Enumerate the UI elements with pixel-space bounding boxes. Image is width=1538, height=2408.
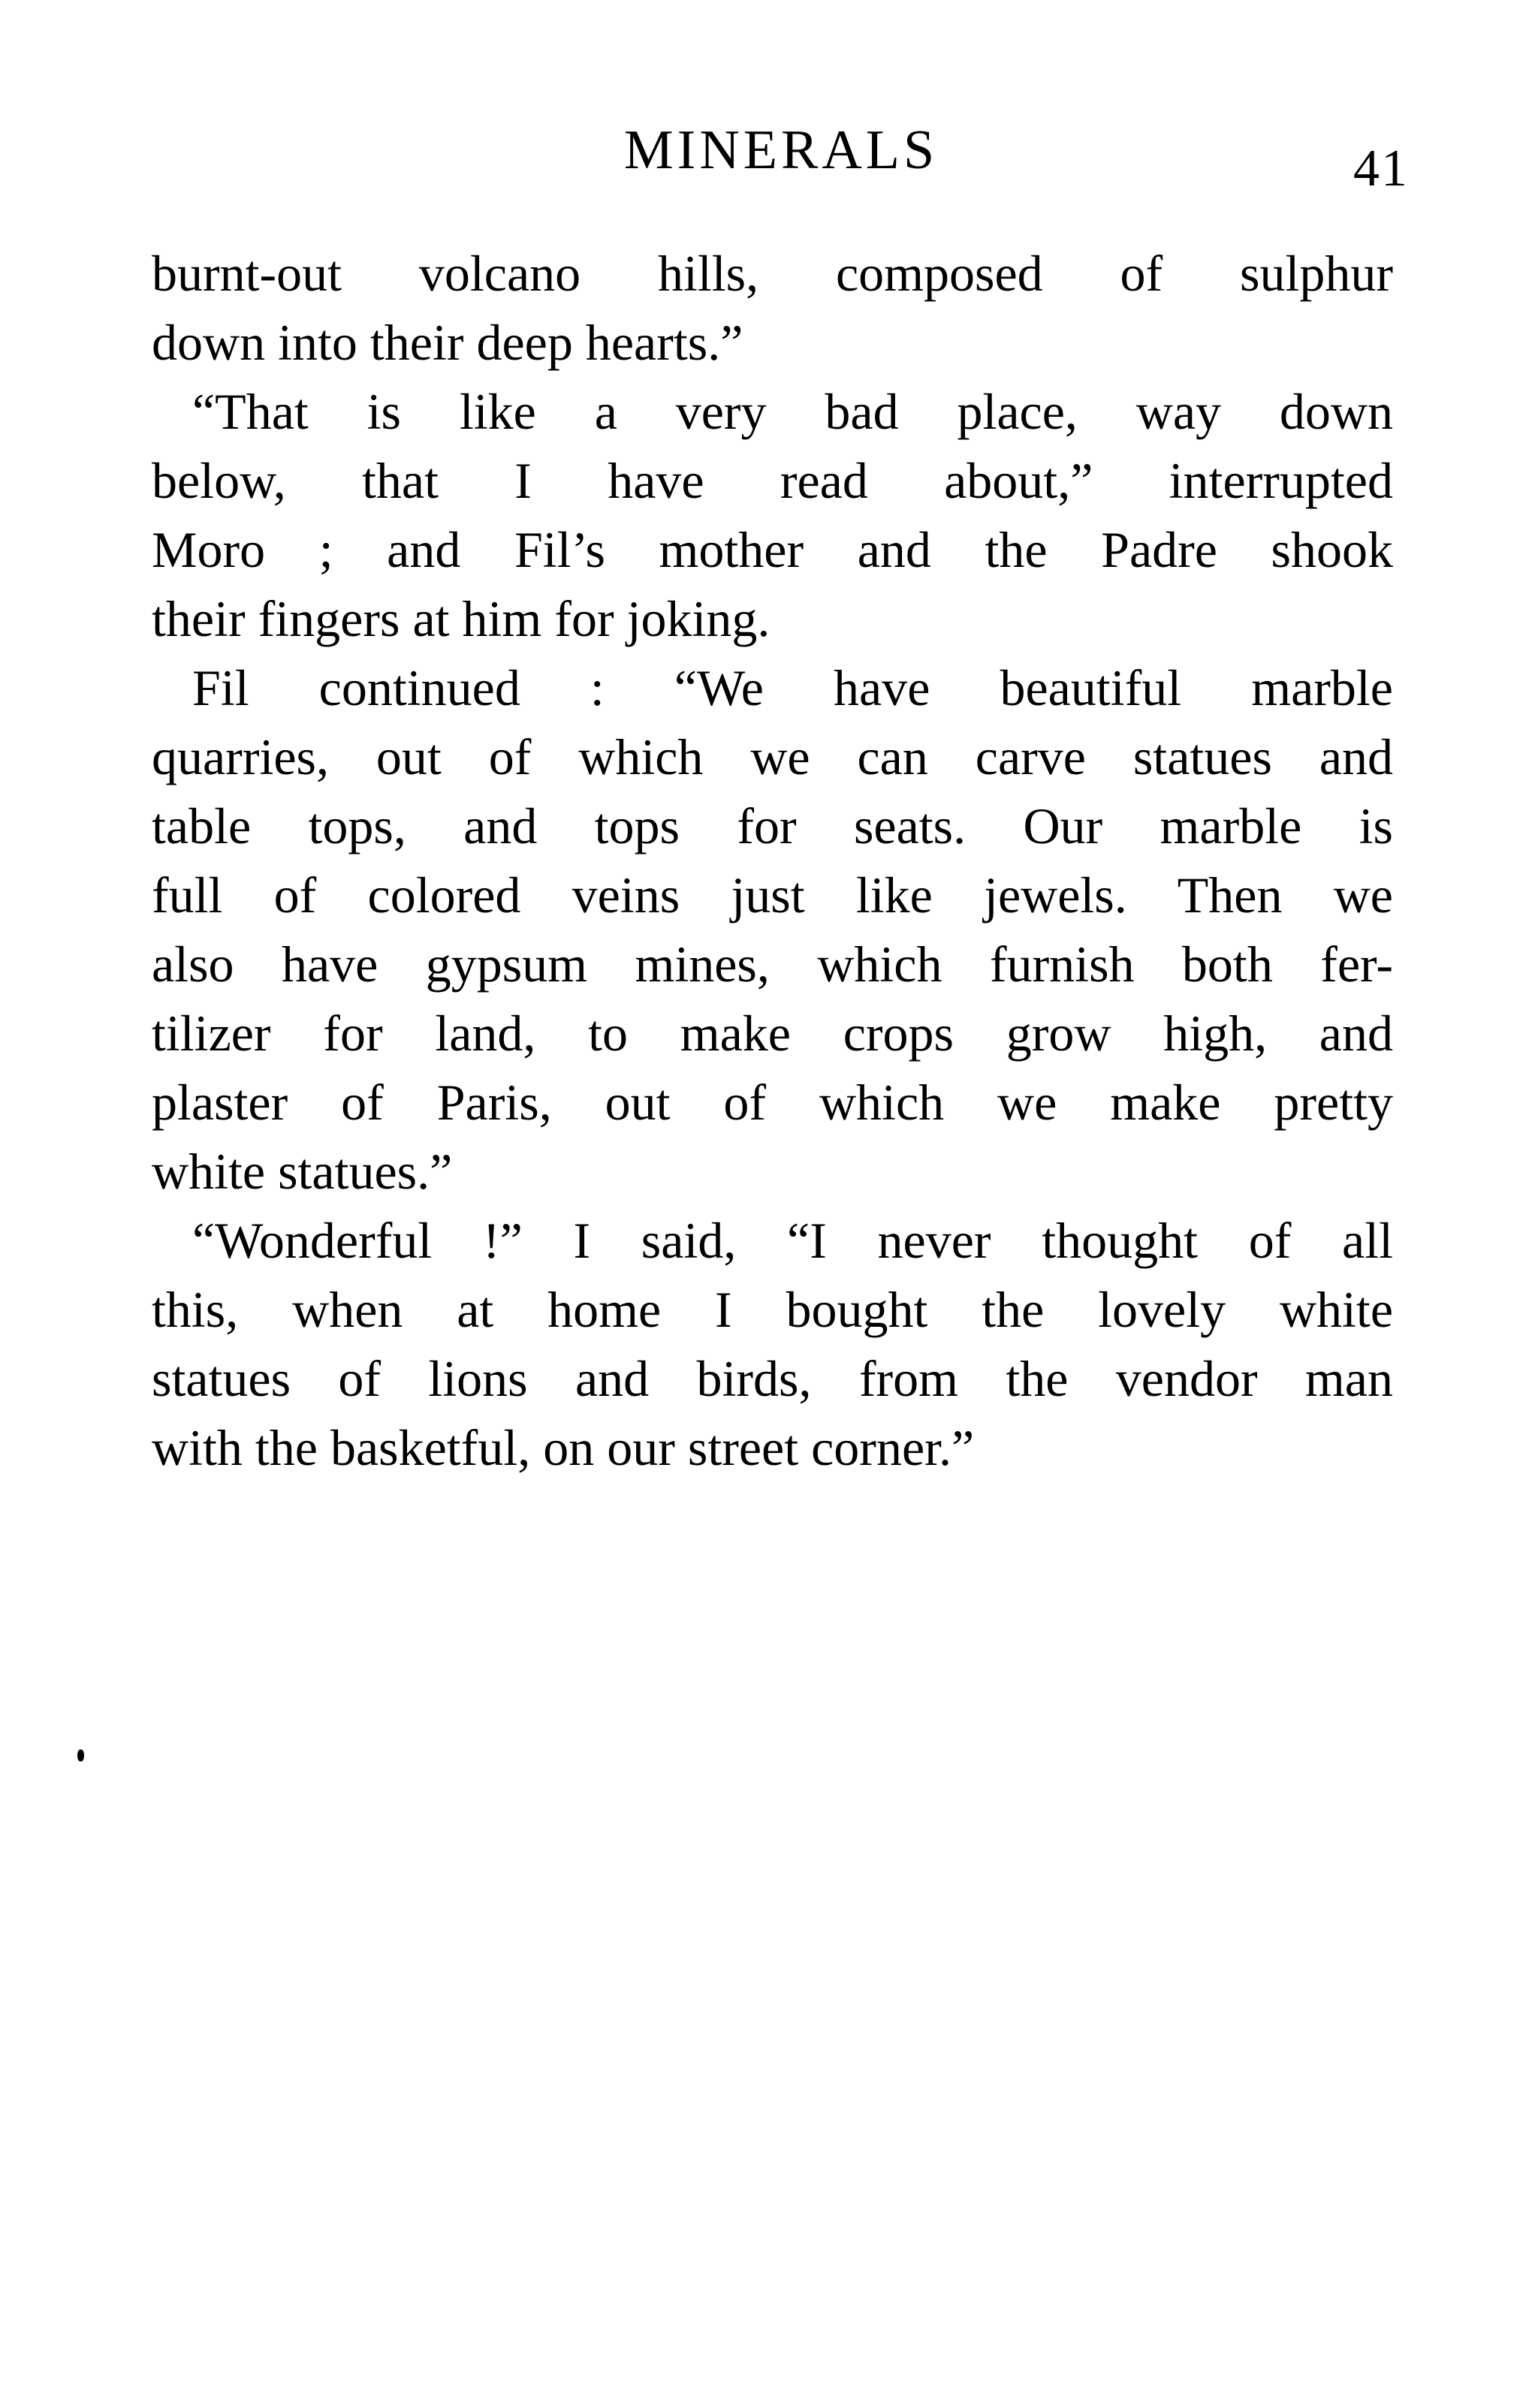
text-line: “That is like a very bad place, way down xyxy=(192,383,1393,440)
text-line: plaster of Paris, out of which we make pretty xyxy=(152,1074,1393,1131)
text-line: Moro ; and Fil’s mother and the Padre shook xyxy=(152,521,1393,578)
text-line: quarries, out of which we can carve statues and xyxy=(152,728,1393,785)
text-line: white statues.” xyxy=(152,1143,453,1200)
page-number: 41 xyxy=(1353,140,1409,197)
text-line: with the basketful, on our street corner.” xyxy=(152,1419,975,1476)
text-line: “Wonderful !” I said, “I never thought of all xyxy=(192,1212,1393,1269)
text-line: statues of lions and birds, from the vendor man xyxy=(152,1350,1393,1407)
ink-speck xyxy=(77,1749,84,1762)
page-body xyxy=(152,239,1393,1482)
chapter-title: MINERALS xyxy=(623,119,939,181)
text-line: their fingers at him for joking. xyxy=(152,590,771,647)
text-line: down into their deep hearts.” xyxy=(152,314,743,371)
text-line: full of colored veins just like jewels. Then we xyxy=(152,866,1393,924)
text-line: table tops, and tops for seats. Our marble is xyxy=(152,797,1393,854)
text-line: tilizer for land, to make crops grow high, and xyxy=(152,1005,1393,1062)
text-line: this, when at home I bought the lovely white xyxy=(152,1281,1393,1338)
text-line: Fil continued : “We have beautiful marble xyxy=(192,659,1393,716)
text-line: below, that I have read about,” interrupted xyxy=(152,452,1393,509)
text-line: also have gypsum mines, which furnish both fer- xyxy=(152,936,1393,993)
text-line: burnt-out volcano hills, composed of sulphur xyxy=(152,245,1393,302)
